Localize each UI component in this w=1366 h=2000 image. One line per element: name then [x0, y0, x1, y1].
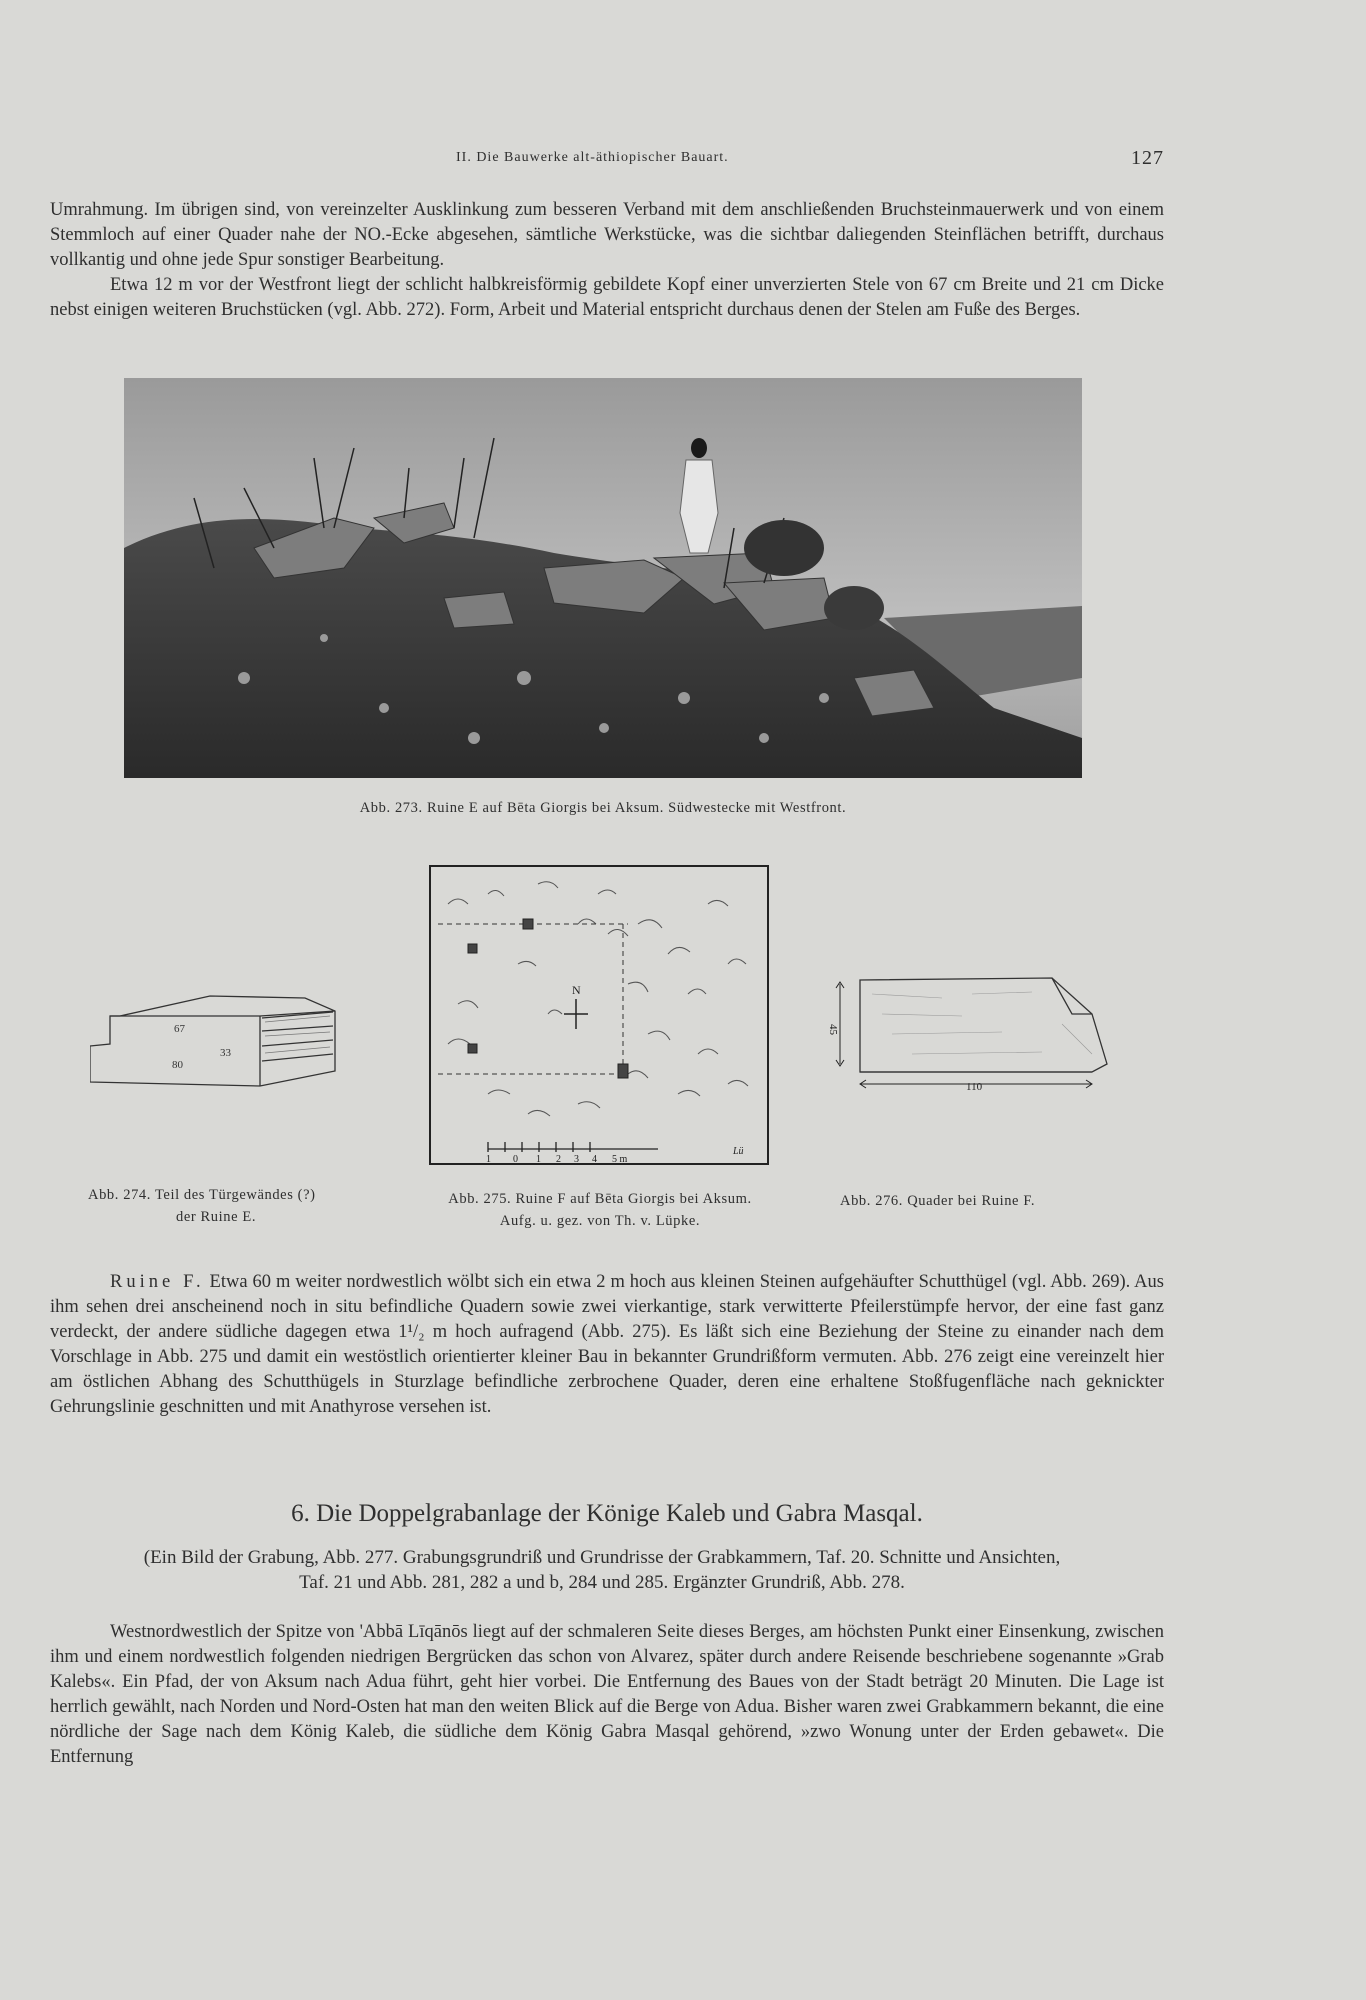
section-references-line2: Taf. 21 und Abb. 281, 282 a und b, 284 und 285. Ergänzter Grundriß, Abb. 278.: [299, 1572, 905, 1593]
section-references-line1: (Ein Bild der Grabung, Abb. 277. Grabungsgrundriß und Grundrisse der Grabkammern, Taf. 20. Schnitte und Ansichten,: [143, 1547, 1061, 1568]
figure-abb-276-ashlar-block: [822, 974, 1132, 1094]
caption-abb-276: Abb. 276. Quader bei Ruine F.: [840, 1193, 1036, 1209]
section-references: [40, 1545, 1164, 1595]
caption-abb-275-line2: Aufg. u. gez. von Th. v. Lüpke.: [499, 1213, 701, 1229]
page-header: [52, 147, 1164, 172]
paragraph-ruine-f: [50, 1270, 1164, 1420]
ruine-f-label: Ruine F.: [110, 1272, 205, 1292]
dimension-45: 45: [827, 1024, 839, 1035]
north-label: N: [572, 983, 581, 997]
ruine-f-text: Etwa 60 m weiter nordwestlich wölbt sich ein etwa 2 m hoch aus kleinen Steinen aufgehäufter Schutthügel (vgl. Abb. 269). Aus ihm sehen drei anscheinend noch in situ befindliche Quadern sowie zwei vierkantige, stark verwitterte Pfeilerstümpfe hervor, der eine fast ganz verdeckt, der andere südliche dagegen etwa 1¹/₂ m hoch aufragend (Abb. 275). Es läßt sich eine Beziehung der Steine zu einander nach dem Vorschlage in Abb. 275 und damit ein westöstlich orientierter kleiner Bau in bekannter Grundrißform vermuten. Abb. 276 zeigt eine vereinzelt hier am östlichen Abhang des Schutthügels in Sturzlage befindliche zerbrochene Quader, deren eine erhaltene Stoßfugenfläche nach geknickter Gehrungslinie geschnitten und mit Anathyrose versehen ist.: [50, 1272, 1164, 1417]
north-arrow: [564, 999, 588, 1029]
scale-label-4: 4: [592, 1154, 597, 1165]
running-title: II. Die Bauwerke alt-äthiopischer Bauart.: [456, 150, 729, 165]
dimension-67: 67: [174, 1023, 185, 1035]
dimension-80: 80: [172, 1059, 183, 1071]
section-heading: 6. Die Doppelgrabanlage der Könige Kaleb und Gabra Masqal.: [291, 1500, 923, 1527]
scale-label-5m: 5 m: [612, 1154, 628, 1165]
dimension-33: 33: [220, 1047, 231, 1059]
figure-abb-275-ground-plan: [428, 864, 770, 1166]
paragraph-grab-kalebs: Westnordwestlich der Spitze von 'Abbā Līqānōs liegt auf der schmaleren Seite dieses Berges, am höchsten Punkt einer Einsenkung, zwischen ihm und einem nordwestlich folgenden niedrigen Bergrücken das schon von Alvarez, später durch andere Reisende beschriebene sogenannte »Grab Kalebs«. Ein Pfad, der von Aksum nach Adua führt, geht hier vorbei. Die Entfernung des Baues von der Stadt beträgt 20 Minuten. Die Lage ist herrlich gewählt, nach Norden und Nord-Osten hat man den weiten Blick auf die Berge von Adua. Bisher waren zwei Grabkammern bekannt, die eine nördliche der Sage nach dem König Kaleb, die südliche dem König Gabra Masqal gehörend, »zwo Wonung unter der Erden gebawet«. Die Entfernung: [50, 1622, 1164, 1767]
draftsman-signature: Lü: [733, 1146, 744, 1157]
caption-abb-274: [88, 1184, 363, 1228]
photo-ruine-e: [124, 378, 1082, 778]
figure-abb-274-door-jamb: [90, 976, 350, 1092]
paragraph-stele: Etwa 12 m vor der Westfront liegt der schlicht halbkreisförmig gebildete Kopf einer unverzierten Stele von 67 cm Breite und 21 cm Dicke nebst einigen weiteren Bruchstücken (vgl. Abb. 272). Form, Arbeit und Material entspricht durchaus denen der Stelen am Fuße des Berges.: [50, 275, 1164, 320]
page-number: 127: [1131, 147, 1164, 169]
scale-label-1: 1: [486, 1154, 491, 1165]
caption-abb-274-line1: Abb. 274. Teil des Türgewändes (?): [88, 1187, 316, 1203]
dimension-110: 110: [966, 1081, 983, 1093]
caption-abb-274-line2: der Ruine E.: [176, 1209, 257, 1225]
scale-label-0: 0: [513, 1154, 518, 1165]
scale-label-1b: 1: [536, 1154, 541, 1165]
scale-label-2: 2: [556, 1154, 561, 1165]
caption-abb-275-line1: Abb. 275. Ruine F auf Bēta Giorgis bei Aksum.: [448, 1191, 752, 1207]
scale-label-3: 3: [574, 1154, 579, 1165]
caption-abb-275: [405, 1188, 795, 1232]
caption-abb-273: Abb. 273. Ruine E auf Bēta Giorgis bei Aksum. Südwestecke mit Westfront.: [359, 800, 847, 816]
paragraph-umrahmung: Umrahmung. Im übrigen sind, von vereinzelter Ausklinkung zum besseren Verband mit dem anschließenden Bruchsteinmauerwerk und von einem Stemmloch auf einer Quader nahe der NO.-Ecke abgesehen, sämtliche Werkstücke, was die sichtbar daliegenden Steinflächen betrifft, durchaus vollkantig und ohne jede Spur sonstiger Bearbeitung.: [50, 200, 1164, 270]
